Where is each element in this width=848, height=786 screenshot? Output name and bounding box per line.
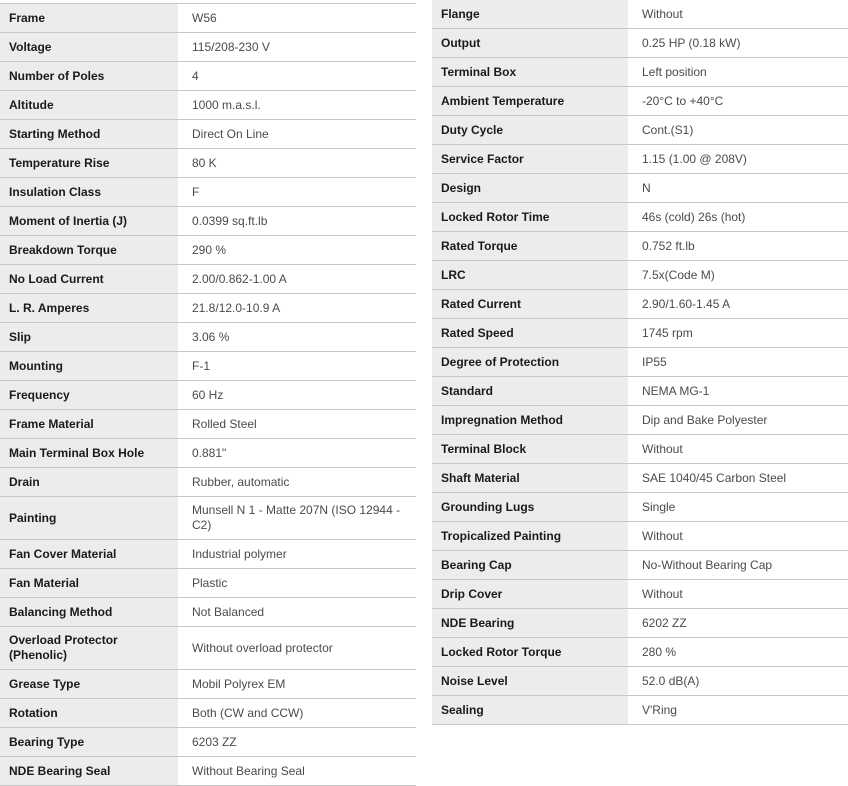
- spec-value: 1745 rpm: [642, 325, 693, 340]
- spec-value: 1.15 (1.00 @ 208V): [642, 151, 747, 166]
- spec-row: [432, 638, 848, 667]
- spec-label: NDE Bearing Seal: [0, 757, 178, 785]
- spec-value: -20°C to +40°C: [642, 93, 724, 108]
- spec-value: Industrial polymer: [192, 546, 287, 561]
- spec-label: Voltage: [0, 33, 178, 61]
- spec-row: [0, 381, 416, 410]
- spec-label: Bearing Cap: [432, 551, 628, 579]
- spec-label: Bearing Type: [0, 728, 178, 756]
- spec-row: [0, 4, 416, 33]
- spec-row: [432, 696, 848, 725]
- spec-value: Without: [642, 6, 683, 21]
- spec-row: [432, 609, 848, 638]
- spec-label: Moment of Inertia (J): [0, 207, 178, 235]
- spec-value: Without: [642, 441, 683, 456]
- spec-row: [432, 87, 848, 116]
- spec-row: [0, 439, 416, 468]
- spec-label: Service Factor: [432, 145, 628, 173]
- spec-label: Ambient Temperature: [432, 87, 628, 115]
- spec-value: 6203 ZZ: [192, 734, 237, 749]
- spec-label: No Load Current: [0, 265, 178, 293]
- spec-row: [432, 290, 848, 319]
- spec-label: Insulation Class: [0, 178, 178, 206]
- spec-row: [432, 261, 848, 290]
- spec-label: Fan Cover Material: [0, 540, 178, 568]
- spec-row: [0, 728, 416, 757]
- spec-row: [0, 410, 416, 439]
- spec-value: 6202 ZZ: [642, 615, 687, 630]
- spec-row: [0, 265, 416, 294]
- spec-value: 0.0399 sq.ft.lb: [192, 213, 268, 228]
- spec-value: 4: [192, 68, 199, 83]
- spec-row: [0, 497, 416, 540]
- spec-value: Direct On Line: [192, 126, 269, 141]
- spec-row: [0, 149, 416, 178]
- spec-row: [432, 464, 848, 493]
- spec-row: [432, 348, 848, 377]
- spec-label: Locked Rotor Torque: [432, 638, 628, 666]
- spec-row: [432, 377, 848, 406]
- spec-label: Noise Level: [432, 667, 628, 695]
- spec-row: [0, 91, 416, 120]
- spec-row: [432, 203, 848, 232]
- spec-value: F-1: [192, 358, 210, 373]
- spec-label: Starting Method: [0, 120, 178, 148]
- spec-value: N: [642, 180, 651, 195]
- spec-value: Left position: [642, 64, 707, 79]
- spec-row: [0, 33, 416, 62]
- spec-value: 290 %: [192, 242, 227, 257]
- spec-row: [432, 232, 848, 261]
- spec-label: Flange: [432, 0, 628, 28]
- spec-value: 280 %: [642, 644, 677, 659]
- spec-label: Altitude: [0, 91, 178, 119]
- spec-row: [432, 522, 848, 551]
- spec-label: L. R. Amperes: [0, 294, 178, 322]
- spec-row: [432, 406, 848, 435]
- spec-value: Munsell N 1 - Matte 207N (ISO 12944 - C2): [192, 503, 401, 532]
- spec-label: Degree of Protection: [432, 348, 628, 376]
- spec-label: Painting: [0, 497, 178, 539]
- spec-value: 21.8/12.0-10.9 A: [192, 300, 281, 315]
- spec-label: Temperature Rise: [0, 149, 178, 177]
- spec-value: 0.25 HP (0.18 kW): [642, 35, 741, 50]
- spec-row: [0, 120, 416, 149]
- spec-label: Mounting: [0, 352, 178, 380]
- spec-row: [0, 670, 416, 699]
- spec-value: Mobil Polyrex EM: [192, 676, 286, 691]
- spec-value: 52.0 dB(A): [642, 673, 700, 688]
- spec-row: [0, 207, 416, 236]
- spec-value: Both (CW and CCW): [192, 705, 304, 720]
- spec-label: Rated Current: [432, 290, 628, 318]
- spec-row: [432, 58, 848, 87]
- spec-value: Not Balanced: [192, 604, 265, 619]
- spec-value: IP55: [642, 354, 667, 369]
- spec-label: Frame Material: [0, 410, 178, 438]
- spec-value: No-Without Bearing Cap: [642, 557, 773, 572]
- spec-value: Without: [642, 586, 683, 601]
- spec-value: 1000 m.a.s.l.: [192, 97, 261, 112]
- spec-value: Without overload protector: [192, 640, 333, 655]
- spec-value: Rolled Steel: [192, 416, 257, 431]
- spec-label: Impregnation Method: [432, 406, 628, 434]
- spec-value: NEMA MG-1: [642, 383, 710, 398]
- spec-row: [432, 319, 848, 348]
- spec-label: Grease Type: [0, 670, 178, 698]
- spec-value: 0.752 ft.lb: [642, 238, 695, 253]
- spec-label: Locked Rotor Time: [432, 203, 628, 231]
- spec-row: [432, 145, 848, 174]
- spec-label: Number of Poles: [0, 62, 178, 90]
- spec-label: Fan Material: [0, 569, 178, 597]
- spec-table-right: [432, 0, 848, 725]
- spec-label: Drain: [0, 468, 178, 496]
- spec-value: F: [192, 184, 200, 199]
- spec-label: Tropicalized Painting: [432, 522, 628, 550]
- spec-row: [0, 323, 416, 352]
- spec-value: 2.90/1.60-1.45 A: [642, 296, 731, 311]
- spec-value: SAE 1040/45 Carbon Steel: [642, 470, 787, 485]
- spec-label: Standard: [432, 377, 628, 405]
- spec-value: Plastic: [192, 575, 228, 590]
- spec-value: Dip and Bake Polyester: [642, 412, 768, 427]
- spec-table-left: [0, 3, 416, 786]
- spec-value: 60 Hz: [192, 387, 224, 402]
- spec-value: Without: [642, 528, 683, 543]
- spec-value: 115/208-230 V: [192, 39, 270, 54]
- spec-row: [0, 627, 416, 670]
- spec-label: Drip Cover: [432, 580, 628, 608]
- spec-row: [0, 540, 416, 569]
- spec-label: Frequency: [0, 381, 178, 409]
- spec-label: Shaft Material: [432, 464, 628, 492]
- spec-label: Sealing: [432, 696, 628, 724]
- spec-label: Rated Speed: [432, 319, 628, 347]
- spec-row: [0, 352, 416, 381]
- spec-value: Cont.(S1): [642, 122, 694, 137]
- spec-row: [432, 29, 848, 58]
- spec-row: [0, 62, 416, 91]
- spec-value: W56: [192, 10, 217, 25]
- spec-label: Design: [432, 174, 628, 202]
- spec-label: Main Terminal Box Hole: [0, 439, 178, 467]
- spec-row: [432, 580, 848, 609]
- spec-value: Single: [642, 499, 676, 514]
- spec-row: [0, 598, 416, 627]
- spec-row: [0, 757, 416, 786]
- spec-label: Terminal Box: [432, 58, 628, 86]
- spec-label: Rotation: [0, 699, 178, 727]
- spec-row: [432, 551, 848, 580]
- spec-label: Frame: [0, 4, 178, 32]
- spec-label: Duty Cycle: [432, 116, 628, 144]
- spec-label: Grounding Lugs: [432, 493, 628, 521]
- spec-row: [432, 174, 848, 203]
- spec-row: [0, 468, 416, 497]
- spec-row: [432, 435, 848, 464]
- spec-label: Terminal Block: [432, 435, 628, 463]
- spec-row: [432, 116, 848, 145]
- spec-label: Breakdown Torque: [0, 236, 178, 264]
- spec-row: [432, 0, 848, 29]
- spec-value: 46s (cold) 26s (hot): [642, 209, 746, 224]
- spec-value: 2.00/0.862-1.00 A: [192, 271, 287, 286]
- spec-label: Balancing Method: [0, 598, 178, 626]
- spec-value: 7.5x(Code M): [642, 267, 715, 282]
- spec-label: Overload Protector (Phenolic): [0, 627, 178, 669]
- spec-label: Output: [432, 29, 628, 57]
- spec-row: [0, 236, 416, 265]
- spec-value: V'Ring: [642, 702, 677, 717]
- spec-value: Without Bearing Seal: [192, 763, 305, 778]
- spec-row: [432, 493, 848, 522]
- spec-label: NDE Bearing: [432, 609, 628, 637]
- spec-value: Rubber, automatic: [192, 474, 290, 489]
- spec-row: [0, 699, 416, 728]
- spec-label: LRC: [432, 261, 628, 289]
- spec-value: 0.881": [192, 445, 227, 460]
- spec-value: 3.06 %: [192, 329, 230, 344]
- spec-row: [432, 667, 848, 696]
- spec-row: [0, 178, 416, 207]
- spec-row: [0, 569, 416, 598]
- spec-label: Rated Torque: [432, 232, 628, 260]
- spec-value: 80 K: [192, 155, 217, 170]
- spec-row: [0, 294, 416, 323]
- spec-label: Slip: [0, 323, 178, 351]
